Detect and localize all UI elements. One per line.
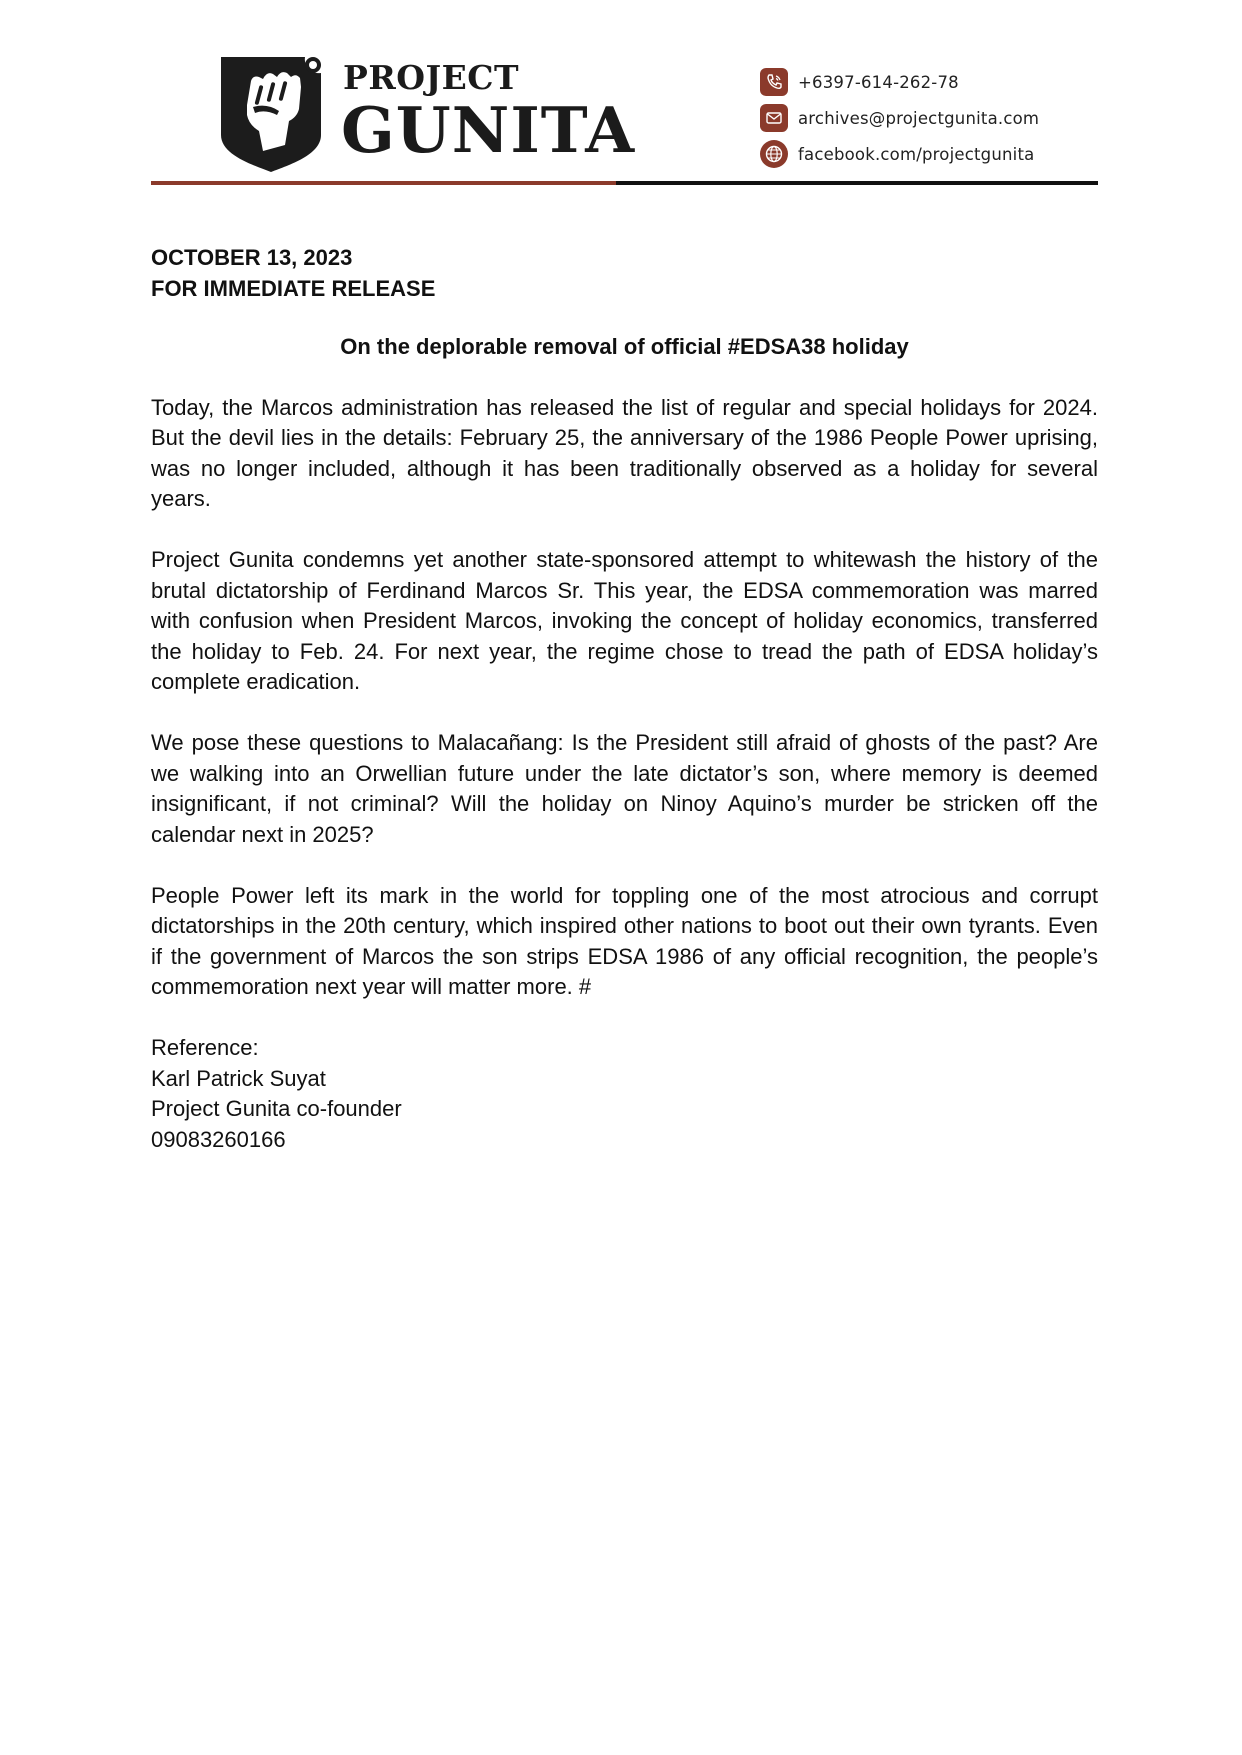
release-date: OCTOBER 13, 2023 [151,245,353,270]
contact-email-text[interactable]: archives@projectgunita.com [798,108,1040,128]
contact-facebook [760,136,1100,172]
org-name-line1: PROJECT [343,58,520,97]
paragraph: Today, the Marcos administration has released the list of regular and special holidays for 2024. But the devil lies in the details: February 25, the anniversary of the 1986 People Power uprising, was no longer included, although it has been traditionally observed as a holiday for several years. [151,394,1098,511]
contact-list [760,64,1100,172]
press-release-body [151,243,1098,1155]
header-rule-dark [616,181,1098,185]
paragraph: Project Gunita condemns yet another state-sponsored attempt to whitewash the history of the brutal dictatorship of Ferdinand Marcos Sr. This year, the EDSA commemoration was marred with confusion when President Marcos, invoking the concept of holiday economics, transferred the holiday to Feb. 24. For next year, the regime chose to tread the path of EDSA holiday’s complete eradication. [151,547,1098,694]
press-release-title: On the deplorable removal of official #EDSA38 holiday [340,334,909,359]
contact-email [760,100,1100,136]
reference-label: Reference: [151,1035,259,1060]
reference-role: Project Gunita co-founder [151,1096,402,1121]
contact-facebook-text[interactable]: facebook.com/projectgunita [798,144,1035,164]
org-name-line2: GUNITA [341,93,636,167]
phone-icon [760,68,788,96]
contact-phone-text[interactable]: +6397-614-262-78 [798,72,959,92]
paragraph: We pose these questions to Malacañang: Is the President still afraid of ghosts of the past? Are we walking into an Orwellian future under the late dictator’s son, where memory is deemed insignificant, if not criminal? Will the holiday on Ninoy Aquino’s murder be stricken off the calendar next in 2025? [151,730,1098,847]
raised-fist-shield-icon [219,55,323,173]
contact-phone [760,64,1100,100]
globe-icon [760,140,788,168]
reference-phone: 09083260166 [151,1126,286,1152]
paragraph: People Power left its mark in the world for toppling one of the most atrocious and corrupt dictatorships in the 20th century, which inspired other nations to boot out their own tyrants. Even if the government of Marcos the son strips EDSA 1986 of any official recognition, the people’s commemoration next year will matter more. # [151,882,1098,999]
mail-icon [760,104,788,132]
release-label: FOR IMMEDIATE RELEASE [151,275,436,301]
logo [219,55,636,175]
reference-block [151,1033,1098,1155]
reference-name: Karl Patrick Suyat [151,1065,326,1091]
header-rule-accent [151,181,616,185]
